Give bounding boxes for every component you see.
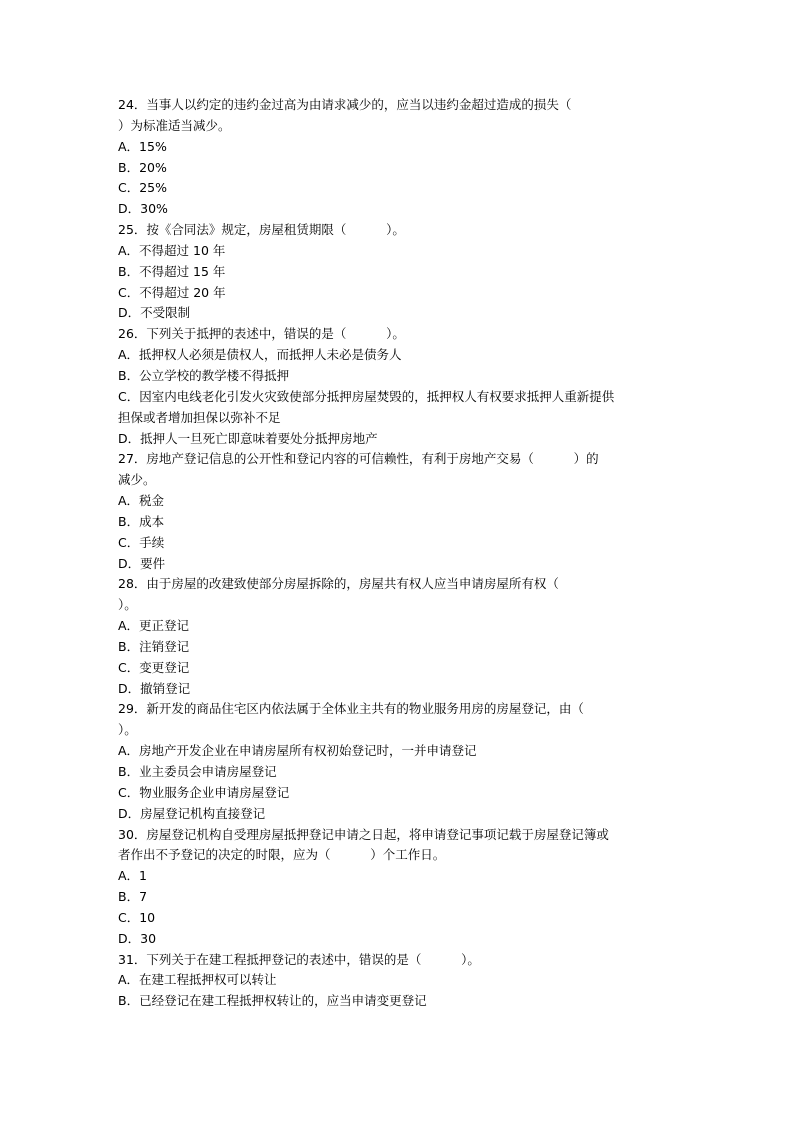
question-stem-line: ）。 bbox=[118, 597, 137, 613]
question bbox=[118, 825, 688, 950]
answer-option bbox=[118, 783, 688, 804]
answer-option-text: A．不得超过 10 年 bbox=[118, 242, 226, 258]
answer-option-text: C．10 bbox=[118, 909, 156, 925]
answer-option-text: A．15% bbox=[118, 138, 167, 154]
question bbox=[118, 574, 688, 699]
answer-option-text: B．注销登记 bbox=[118, 638, 190, 654]
answer-option bbox=[118, 366, 688, 387]
answer-option-text: C．因室内电线老化引发火灾致使部分抵押房屋焚毁的，抵押权人有权要求抵押人重新提供 bbox=[118, 388, 615, 404]
question-stem-line: ）。 bbox=[118, 722, 137, 738]
answer-option-text: C．物业服务企业申请房屋登记 bbox=[118, 784, 290, 800]
question-stem-line: 29．新开发的商品住宅区内依法属于全体业主共有的物业服务用房的房屋登记，由（ bbox=[118, 701, 584, 717]
document-page bbox=[118, 95, 688, 1012]
answer-option bbox=[118, 616, 688, 637]
answer-option-text: A．在建工程抵押权可以转让 bbox=[118, 972, 277, 988]
answer-option bbox=[118, 345, 688, 366]
answer-option bbox=[118, 241, 688, 262]
answer-option bbox=[118, 658, 688, 679]
answer-option bbox=[118, 429, 688, 450]
answer-option bbox=[118, 929, 688, 950]
answer-option-text: D．要件 bbox=[118, 555, 166, 571]
question-stem-line: 28．由于房屋的改建致使部分房屋拆除的，房屋共有权人应当申请房屋所有权（ bbox=[118, 576, 559, 592]
question-stem-line: 25．按《合同法》规定，房屋租赁期限（ ）。 bbox=[118, 222, 405, 238]
answer-option bbox=[118, 178, 688, 199]
answer-option-text: D．抵押人一旦死亡即意味着要处分抵押房地产 bbox=[118, 430, 378, 446]
answer-option-text: B．成本 bbox=[118, 513, 165, 529]
answer-option bbox=[118, 491, 688, 512]
answer-option bbox=[118, 991, 688, 1012]
question-stem-line: 27．房地产登记信息的公开性和登记内容的可信赖性，有利于房地产交易（ ）的 bbox=[118, 451, 599, 467]
question bbox=[118, 950, 688, 1013]
answer-option bbox=[118, 637, 688, 658]
answer-option-text: D．30 bbox=[118, 930, 157, 946]
question bbox=[118, 95, 688, 220]
answer-option-text: A．1 bbox=[118, 868, 148, 884]
answer-option-text: D．30% bbox=[118, 201, 168, 217]
answer-option-text: B．已经登记在建工程抵押权转让的，应当申请变更登记 bbox=[118, 993, 427, 1009]
answer-option bbox=[118, 387, 688, 429]
question-stem-line: 31．下列关于在建工程抵押登记的表述中，错误的是（ ）。 bbox=[118, 951, 480, 967]
answer-option bbox=[118, 199, 688, 220]
answer-option-text: C．变更登记 bbox=[118, 659, 190, 675]
answer-option-text: D．撤销登记 bbox=[118, 680, 191, 696]
answer-option-text: C．不得超过 20 年 bbox=[118, 284, 226, 300]
answer-option bbox=[118, 970, 688, 991]
question bbox=[118, 324, 688, 449]
answer-option bbox=[118, 533, 688, 554]
answer-option bbox=[118, 741, 688, 762]
answer-option-text: 担保或者增加担保以弥补不足 bbox=[118, 409, 281, 425]
answer-option-text: A．房地产开发企业在申请房屋所有权初始登记时，一并申请登记 bbox=[118, 743, 477, 759]
answer-option bbox=[118, 283, 688, 304]
answer-option-text: C．25% bbox=[118, 180, 168, 196]
answer-option bbox=[118, 303, 688, 324]
question-stem-line: 26．下列关于抵押的表述中，错误的是（ ）。 bbox=[118, 326, 405, 342]
answer-option-text: D．不受限制 bbox=[118, 305, 191, 321]
answer-option bbox=[118, 262, 688, 283]
answer-option bbox=[118, 866, 688, 887]
answer-option bbox=[118, 804, 688, 825]
answer-option-text: B．业主委员会申请房屋登记 bbox=[118, 764, 277, 779]
question bbox=[118, 449, 688, 574]
question-stem-line: 减少。 bbox=[118, 472, 156, 488]
answer-option bbox=[118, 158, 688, 179]
question bbox=[118, 220, 688, 324]
answer-option-text: A．税金 bbox=[118, 493, 165, 509]
answer-option bbox=[118, 762, 688, 783]
answer-option-text: C．手续 bbox=[118, 534, 165, 550]
answer-option bbox=[118, 908, 688, 929]
question-stem-line: 24．当事人以约定的违约金过高为由请求减少的，应当以违约金超过造成的损失（ bbox=[118, 97, 572, 112]
answer-option bbox=[118, 512, 688, 533]
question-stem-line: 者作出不予登记的决定的时限，应为（ ）个工作日。 bbox=[118, 847, 446, 863]
answer-option bbox=[118, 887, 688, 908]
question bbox=[118, 699, 688, 824]
answer-option-text: B．公立学校的教学楼不得抵押 bbox=[118, 367, 290, 383]
answer-option-text: B．20% bbox=[118, 159, 167, 175]
answer-option-text: D．房屋登记机构直接登记 bbox=[118, 805, 266, 821]
answer-option-text: B．7 bbox=[118, 889, 148, 905]
question-stem-line: 30．房屋登记机构自受理房屋抵押登记申请之日起，将申请登记事项记载于房屋登记簿或 bbox=[118, 826, 609, 842]
answer-option bbox=[118, 554, 688, 575]
answer-option bbox=[118, 679, 688, 700]
question-stem-line: ）为标准适当减少。 bbox=[118, 117, 231, 133]
answer-option-text: B．不得超过 15 年 bbox=[118, 263, 226, 279]
answer-option bbox=[118, 137, 688, 158]
answer-option-text: A．抵押权人必须是债权人，而抵押人未必是债务人 bbox=[118, 347, 402, 363]
answer-option-text: A．更正登记 bbox=[118, 618, 190, 634]
